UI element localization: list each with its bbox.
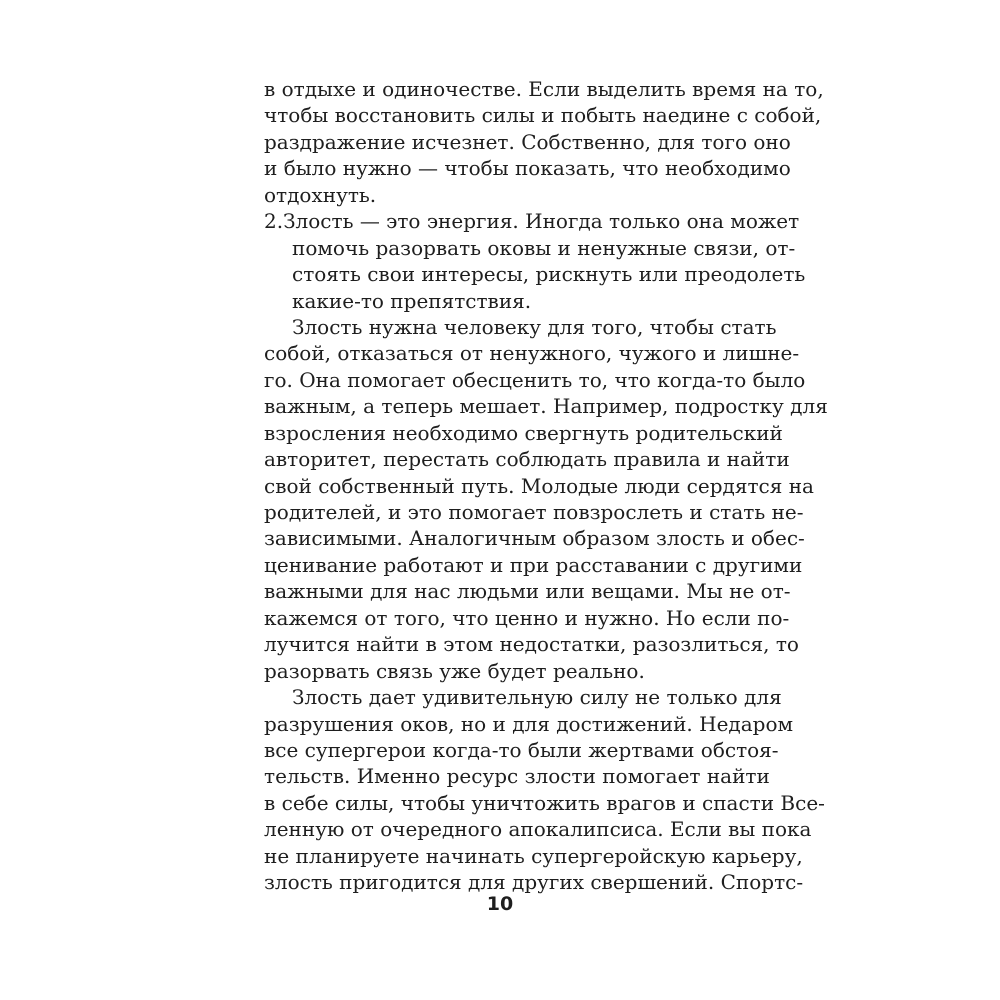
text-line: взросления необходимо свергнуть родительский xyxy=(264,420,783,445)
text-line: Злость дает удивительную силу не только для xyxy=(292,685,782,710)
text-line: лучится найти в этом недостатки, разозлиться, то xyxy=(264,632,799,657)
list-number: 2. xyxy=(264,209,284,234)
text-line: свой собственный путь. Молодые люди сердятся на xyxy=(264,473,814,498)
text-line: злость пригодится для других свершений. Спортс- xyxy=(264,870,804,895)
text-line: зависимыми. Аналогичным образом злость и обес- xyxy=(264,526,805,551)
text-line: отдохнуть. xyxy=(264,182,377,207)
text-line: авторитет, перестать соблюдать правила и найти xyxy=(264,447,790,472)
text-line: собой, отказаться от ненужного, чужого и лишне- xyxy=(264,341,800,366)
text-line: чтобы восстановить силы и побыть наедине с собой, xyxy=(264,103,822,128)
list-item-first-line xyxy=(264,208,800,234)
page-number: 10 xyxy=(486,893,514,915)
text-line: стоять свои интересы, рискнуть или преодолеть xyxy=(292,262,806,287)
text-line: важными для нас людьми или вещами. Мы не от- xyxy=(264,579,791,604)
text-line: кажемся от того, что ценно и нужно. Но если по- xyxy=(264,605,790,630)
text-line: Злость нужна человеку для того, чтобы стать xyxy=(292,314,777,339)
text-line: раздражение исчезнет. Собственно, для того оно xyxy=(264,129,791,154)
text-line: важным, а теперь мешает. Например, подростку для xyxy=(264,394,828,419)
text-line: тельств. Именно ресурс злости помогает найти xyxy=(264,764,770,789)
text-line: разрушения оков, но и для достижений. Недаром xyxy=(264,711,794,736)
text-line: помочь разорвать оковы и ненужные связи, от- xyxy=(292,235,796,260)
text-line: Злость — это энергия. Иногда только она может xyxy=(283,209,800,234)
text-line: в себе силы, чтобы уничтожить врагов и спасти Все- xyxy=(264,790,825,815)
text-line: родителей, и это помогает повзрослеть и стать не- xyxy=(264,500,804,524)
text-line: в отдыхе и одиночестве. Если выделить время на то, xyxy=(264,77,824,101)
text-line: не планируете начинать супергеройскую карьеру, xyxy=(264,843,803,868)
text-line: го. Она помогает обесценить то, что когда-то было xyxy=(264,367,806,392)
page-body xyxy=(264,76,828,896)
text-line: какие-то препятствия. xyxy=(292,288,532,313)
text-line: разорвать связь уже будет реально. xyxy=(264,658,645,683)
text-line: ценивание работают и при расставании с другими xyxy=(264,552,803,577)
text-line: и было нужно — чтобы показать, что необходимо xyxy=(264,156,791,181)
text-line: ленную от очередного апокалипсиса. Если вы пока xyxy=(264,817,812,842)
text-line: все супергерои когда-то были жертвами обстоя- xyxy=(264,737,779,762)
